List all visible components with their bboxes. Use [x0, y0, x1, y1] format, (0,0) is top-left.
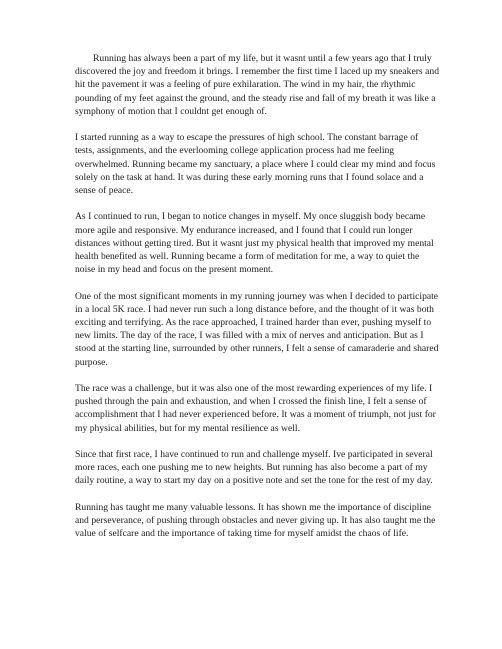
paragraph-2: I started running as a way to escape the pressures of high school. The constant barrage of tests, assignments, and the everlooming college application process had me feeling overwhelmed. Running became my sanctuary, a place where I could clear my mind and focus solely on the task at hand. It was during these early morning runs that I found solace and a sense of peace. — [75, 132, 436, 197]
paragraph-7: Running has taught me many valuable lessons. It has shown me the importance of discipline and perseverance, of pushing through obstacles and never giving up. It has also taught me the value of selfcare and the importance of taking time for myself amidst the chaos of life. — [75, 501, 436, 540]
paragraph-4: One of the most significant moments in my running journey was when I decided to participate in a local 5K race. I had never run such a long distance before, and the thought of it was both exciting and terrifying. As the race approached, I trained harder than ever, pushing myself to new limits. The day of the race, I was filled with a mix of nerves and anticipation. But as I stood at the starting line, surrounded by other runners, I felt a sense of camaraderie and shared purpose. — [75, 290, 439, 368]
document-page — [75, 52, 439, 554]
paragraph-1: Running has always been a part of my life, but it wasnt until a few years ago that I truly discovered the joy and freedom it brings. I remember the first time I laced up my sneakers and hit the pavement it was a feeling of pure exhilaration. The wind in my hair, the rhythmic pounding of my feet against the ground, and the steady rise and fall of my breath it was like a symphony of motion that I couldnt get enough of. — [75, 53, 440, 117]
paragraph-3: As I continued to run, I began to notice changes in myself. My once sluggish body became more agile and responsive. My endurance increased, and I found that I could run longer distances without getting tired. But it wasnt just my physical health that improved my mental health benefited as well. Running became a form of meditation for me, a way to quiet the noise in my head and focus on the present moment. — [75, 211, 434, 276]
paragraph-6: Since that first race, I have continued to run and challenge myself. Ive participated in several more races, each one pushing me to new heights. But running has also become a part of my daily routine, a way to start my day on a positive note and set the tone for the rest of my day. — [75, 449, 433, 487]
paragraph-5: The race was a challenge, but it was also one of the most rewarding experiences of my life. I pushed through the pain and exhaustion, and when I crossed the finish line, I felt a sense of accomplishment that I had never experienced before. It was a moment of triumph, not just for my physical abilities, but for my mental resilience as well. — [75, 383, 436, 434]
